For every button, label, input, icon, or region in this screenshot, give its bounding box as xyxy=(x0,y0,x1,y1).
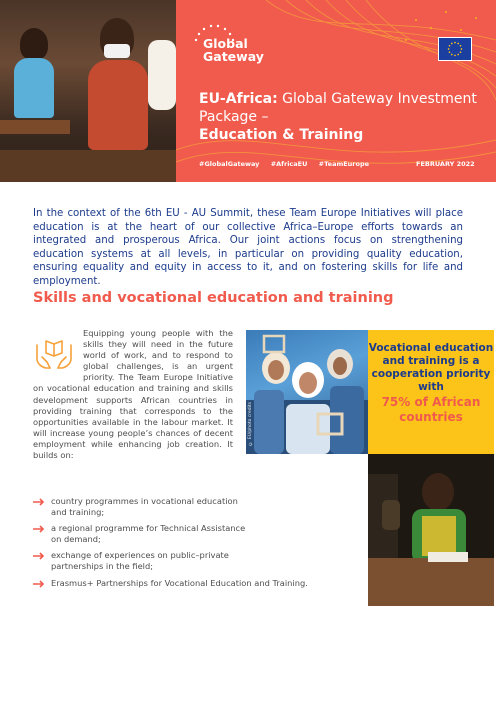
student-illustration xyxy=(368,454,494,606)
face-mask xyxy=(104,44,130,58)
eu-flag-icon xyxy=(438,37,472,61)
student-shirt xyxy=(148,40,176,110)
list-item-text: country programmes in vocational education and training; xyxy=(51,496,238,518)
hashtag: #TeamEurope xyxy=(318,160,370,168)
list-item-text: exchange of experiences on public–private partnerships in the field; xyxy=(51,550,229,572)
list-item-text: Erasmus+ Partnerships for Vocational Education and Training. xyxy=(51,577,308,588)
title-main: Global Gateway Investment Package – xyxy=(199,91,477,125)
hashtags xyxy=(199,160,378,168)
callout-text: Vocational education and training is a cooperation priority with xyxy=(368,342,494,393)
photo-credit: © EU/photo credits xyxy=(248,402,253,446)
desk-shape xyxy=(0,120,70,134)
hero-photo xyxy=(0,0,176,182)
icon-spacer xyxy=(33,328,83,373)
title-bold-prefix: EU-Africa: xyxy=(199,91,278,107)
list-item xyxy=(33,523,248,545)
student-desk-photo xyxy=(368,454,494,606)
desk-shape xyxy=(0,150,176,182)
arrow-right-icon xyxy=(33,498,45,506)
students-photo xyxy=(246,330,368,454)
arrow-right-icon xyxy=(33,552,45,560)
section-body xyxy=(33,328,233,461)
hero-banner xyxy=(176,0,496,182)
arrow-right-icon xyxy=(33,525,45,533)
list-item xyxy=(33,578,363,589)
intro-paragraph: In the context of the 6th EU - AU Summit, these Team Europe Initiatives will place education is at the heart of our collective Africa–Europe efforts towards an integrated and prosperous Africa. Our joint actions focus on strengthening education systems at all levels, in particular on providing quality education, ensuring equality and equity in access to it, and on fostering skills for life and employment. xyxy=(33,208,463,287)
page-title xyxy=(199,90,479,144)
student-dress xyxy=(88,60,148,150)
logo-line-1: Global xyxy=(203,36,248,51)
student-shirt xyxy=(14,58,54,118)
list-item xyxy=(33,550,248,572)
hashtag: #GlobalGateway xyxy=(199,160,260,168)
student-head xyxy=(20,28,48,60)
stat-callout xyxy=(368,330,494,454)
bullet-list xyxy=(33,496,353,594)
logo-text xyxy=(203,37,264,63)
list-item xyxy=(33,496,248,518)
list-item-text: a regional programme for Technical Assistance on demand; xyxy=(51,523,246,545)
section-body-text: Equipping young people with the skills they will need in the future world of work, and to respond to global challenges, is an urgent priority. The Team Europe Initiative on vocational education and training and skills development supports African countries in providing training that corresponds to the opportunities available in the labour market. It will increase young people’s chances of decent employment while enhancing job creation. It builds on: xyxy=(33,328,233,461)
title-subject: Education & Training xyxy=(199,127,364,143)
publication-date: FEBRUARY 2022 xyxy=(416,160,475,168)
students-illustration xyxy=(246,330,368,454)
section-title: Skills and vocational education and training xyxy=(33,290,394,306)
hashtag: #AfricaEU xyxy=(270,160,308,168)
logo-line-2: Gateway xyxy=(203,49,264,64)
arrow-right-icon xyxy=(33,580,45,588)
callout-highlight: 75% of African countries xyxy=(381,395,481,424)
